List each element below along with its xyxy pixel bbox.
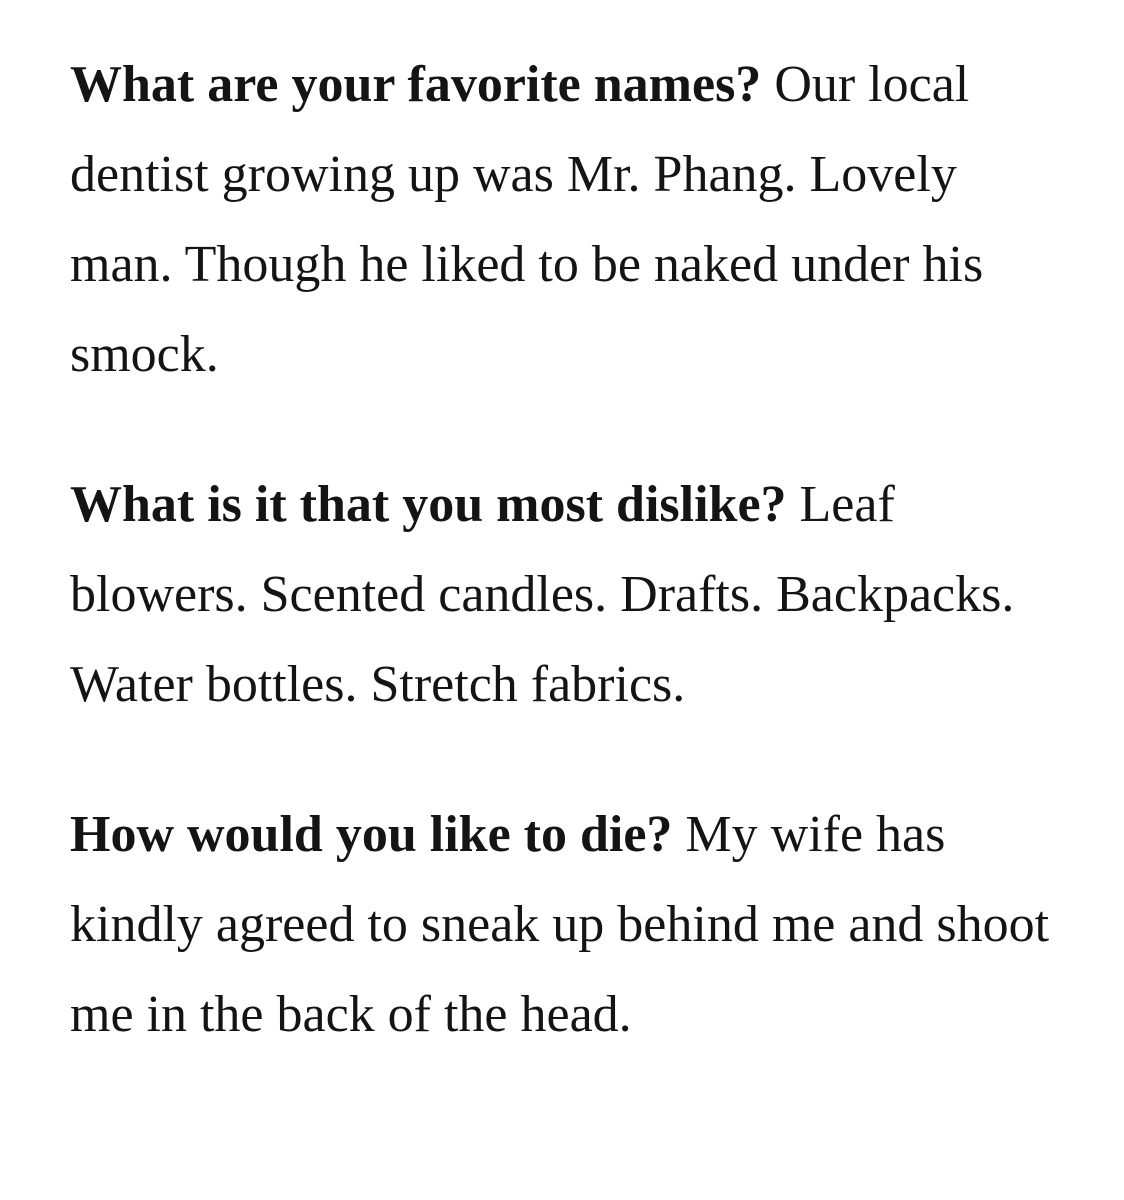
question-text: What is it that you most dislike? (70, 476, 787, 533)
qa-how-to-die (70, 790, 1070, 1060)
qa-most-dislike (70, 460, 1070, 730)
answer-text: My wife has kindly agreed to sneak up behind me and shoot me in the back of the head. (70, 806, 1050, 1043)
question-text: How would you like to die? (70, 806, 673, 863)
answer-text: Our local dentist growing up was Mr. Phang. Lovely man. Though he liked to be naked under his smock. (70, 56, 984, 383)
answer-text: Leaf blowers. Scented candles. Drafts. Backpacks. Water bottles. Stretch fabrics. (70, 476, 1015, 713)
qa-favorite-names (70, 40, 1070, 400)
questionnaire-article (70, 40, 1070, 1120)
question-text: What are your favorite names? (70, 56, 762, 113)
